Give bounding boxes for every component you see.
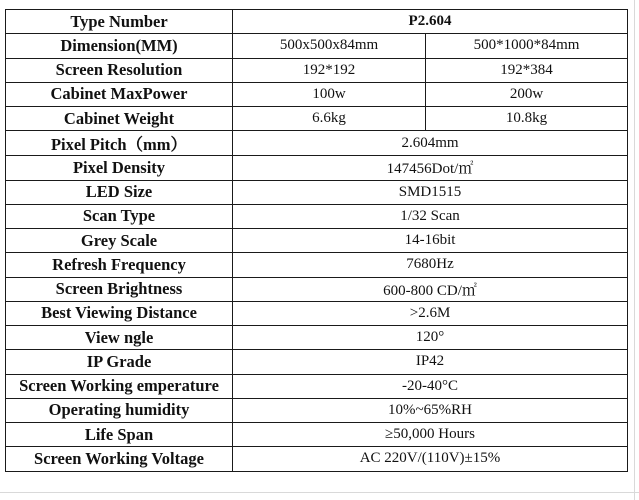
row-label[interactable]: Grey Scale: [6, 229, 233, 253]
table-row-resolution: [6, 58, 628, 82]
row-label[interactable]: Life Span: [6, 423, 233, 447]
table-row-life-span: [6, 423, 628, 447]
row-value[interactable]: 600-800 CD/㎡: [233, 277, 628, 301]
row-value[interactable]: ≥50,000 Hours: [233, 423, 628, 447]
row-value-a[interactable]: 500x500x84mm: [233, 34, 426, 58]
row-label[interactable]: LED Size: [6, 180, 233, 204]
row-value[interactable]: SMD1515: [233, 180, 628, 204]
row-value[interactable]: AC 220V/(110V)±15%: [233, 447, 628, 471]
row-label[interactable]: Dimension(MM): [6, 34, 233, 58]
row-value[interactable]: 1/32 Scan: [233, 204, 628, 228]
row-value-b[interactable]: 10.8kg: [426, 107, 628, 131]
row-value-a[interactable]: 192*192: [233, 58, 426, 82]
spec-table: [5, 9, 628, 472]
row-value[interactable]: -20-40°C: [233, 374, 628, 398]
row-label[interactable]: Screen Brightness: [6, 277, 233, 301]
table-row-pixel-pitch: [6, 131, 628, 156]
table-row-brightness: [6, 277, 628, 301]
table-row-type-number: [6, 10, 628, 34]
gridline-horizontal: [0, 492, 639, 493]
table-row-view-angle: [6, 326, 628, 350]
row-value[interactable]: 147456Dot/㎡: [233, 156, 628, 180]
row-value-b[interactable]: 200w: [426, 82, 628, 106]
row-label[interactable]: Screen Working Voltage: [6, 447, 233, 471]
table-row-ip-grade: [6, 350, 628, 374]
table-row-max-power: [6, 82, 628, 106]
row-label[interactable]: Best Viewing Distance: [6, 301, 233, 325]
table-row-voltage: [6, 447, 628, 471]
row-label[interactable]: Refresh Frequency: [6, 253, 233, 277]
table-row-led-size: [6, 180, 628, 204]
row-label[interactable]: Scan Type: [6, 204, 233, 228]
row-label[interactable]: Type Number: [6, 10, 233, 34]
row-value-b[interactable]: 192*384: [426, 58, 628, 82]
table-row-scan-type: [6, 204, 628, 228]
row-value[interactable]: >2.6M: [233, 301, 628, 325]
table-row-weight: [6, 107, 628, 131]
table-row-pixel-density: [6, 156, 628, 180]
row-label[interactable]: Screen Resolution: [6, 58, 233, 82]
row-value[interactable]: 10%~65%RH: [233, 398, 628, 422]
table-row-dimension: [6, 34, 628, 58]
table-row-refresh: [6, 253, 628, 277]
row-value[interactable]: 7680Hz: [233, 253, 628, 277]
row-label[interactable]: Cabinet Weight: [6, 107, 233, 131]
row-label[interactable]: Cabinet MaxPower: [6, 82, 233, 106]
table-row-grey-scale: [6, 229, 628, 253]
row-label[interactable]: Pixel Pitch（mm）: [6, 131, 233, 156]
table-row-temperature: [6, 374, 628, 398]
row-value-b[interactable]: 500*1000*84mm: [426, 34, 628, 58]
table-row-viewing-distance: [6, 301, 628, 325]
table-row-humidity: [6, 398, 628, 422]
row-value[interactable]: 14-16bit: [233, 229, 628, 253]
row-label[interactable]: View ngle: [6, 326, 233, 350]
row-value[interactable]: IP42: [233, 350, 628, 374]
row-label[interactable]: Screen Working emperature: [6, 374, 233, 398]
row-value[interactable]: P2.604: [233, 10, 628, 34]
row-value-a[interactable]: 6.6kg: [233, 107, 426, 131]
row-label[interactable]: Operating humidity: [6, 398, 233, 422]
gridline-vertical: [634, 0, 635, 500]
row-value[interactable]: 120°: [233, 326, 628, 350]
row-label[interactable]: IP Grade: [6, 350, 233, 374]
row-value[interactable]: 2.604mm: [233, 131, 628, 156]
row-label[interactable]: Pixel Density: [6, 156, 233, 180]
row-value-a[interactable]: 100w: [233, 82, 426, 106]
